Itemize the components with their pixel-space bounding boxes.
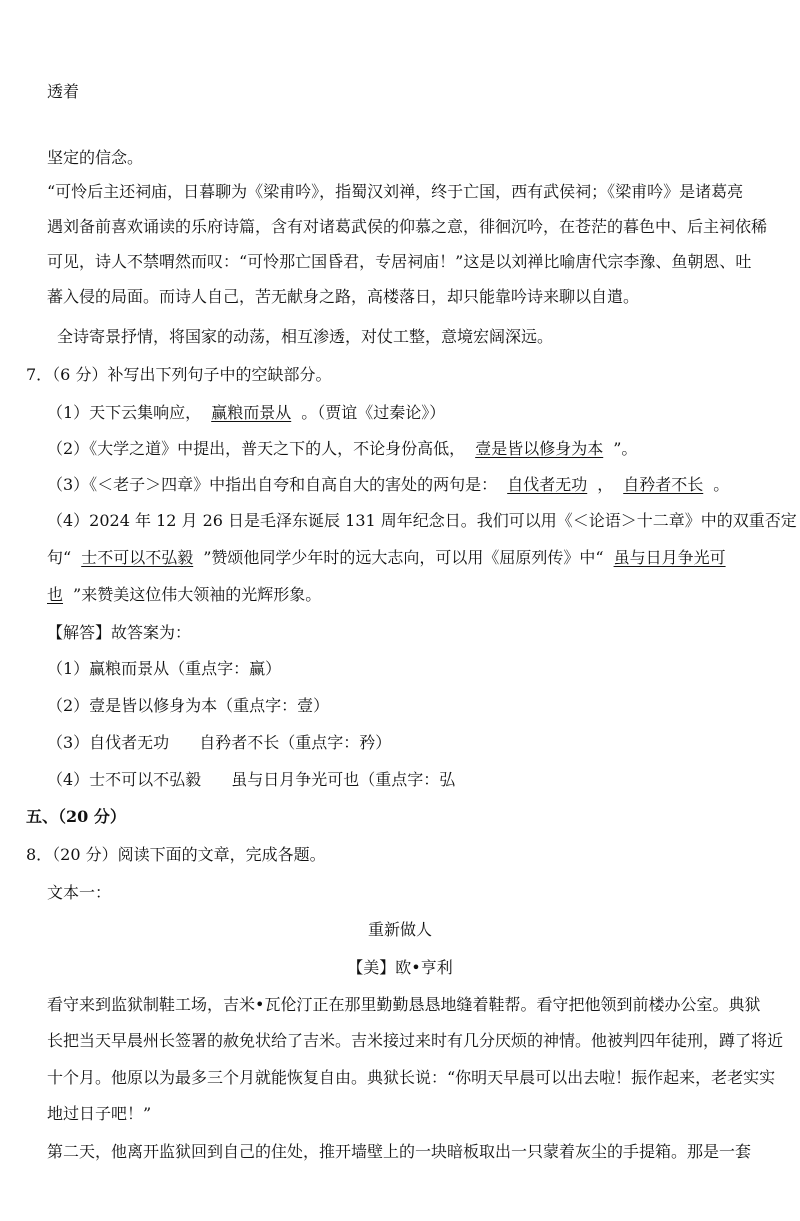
- article-paragraph-line: 看守来到监狱制鞋工场，吉米•瓦伦汀正在那里勤勤恳恳地缝着鞋帮。看守把他领到前楼办公室。典狱: [47, 995, 761, 1014]
- q7-item-4-answer-1: 士不可以不弘毅: [81, 548, 194, 567]
- q7-item-2-answer: 壹是皆以修身为本: [475, 439, 604, 458]
- article-paragraph-line: 第二天，他离开监狱回到自己的住处，推开墙壁上的一块暗板取出一只蒙着灰尘的手提箱。那是一套: [47, 1142, 752, 1161]
- q7-item-4-line-2: [47, 546, 736, 570]
- answer-3: [47, 731, 391, 755]
- q7-item-1-prefix: （1）天下云集响应，: [47, 403, 202, 422]
- q7-item-4-line-3: [47, 583, 321, 607]
- q7-item-4-answer-2-part-2: 也: [47, 585, 64, 604]
- q7-item-4-prefix: 句“: [47, 548, 72, 567]
- text-label: 文本一：: [47, 883, 112, 902]
- answer-1: （1）赢粮而景从（重点字：赢）: [47, 659, 282, 678]
- answer-3-part-1: （3）自伐者无功: [47, 733, 170, 752]
- question-8-stem: 8．（20 分）阅读下面的文章，完成各题。: [26, 845, 326, 864]
- question-7-stem: 7．（6 分）补写出下列句子中的空缺部分。: [26, 365, 332, 384]
- q7-item-1: [47, 401, 445, 425]
- q7-item-4-middle: ”赞颂他同学少年时的远大志向，可以用《屈原列传》中“: [203, 548, 604, 567]
- q7-item-2-prefix: （2）《大学之道》中提出，普天之下的人，不论身份高低，: [47, 439, 466, 458]
- analysis-text: 透着: [47, 82, 80, 101]
- q7-item-2: [47, 437, 637, 461]
- q7-item-3-comma: ，: [597, 475, 614, 494]
- analysis-paragraph-line: “可怜后主还祠庙，日暮聊为《梁甫吟》，指蜀汉刘禅，终于亡国，西有武侯祠；《梁甫吟》是诸葛亮: [47, 182, 744, 201]
- q7-item-1-suffix: 。（贾谊《过秦论》）: [301, 403, 446, 422]
- analysis-summary: 全诗寄景抒情，将国家的动荡，相互渗透，对仗工整，意境宏阔深远。: [57, 327, 554, 346]
- article-author: 【美】欧•亨利: [347, 958, 453, 977]
- analysis-paragraph-line: 蕃入侵的局面。而诗人自己，苦无献身之路，高楼落日，却只能靠吟诗来聊以自遣。: [47, 287, 640, 306]
- analysis-paragraph-line: 可见，诗人不禁喟然而叹：“可怜那亡国昏君，专居祠庙！”这是以刘禅比喻唐代宗李豫、鱼朝恩、吐: [47, 252, 752, 271]
- q7-item-4-line-1: （4）2024 年 12 月 26 日是毛泽东诞辰 131 周年纪念日。我们可以用《＜论语＞十二章》中的双重否定: [47, 511, 797, 530]
- answer-3-part-2: 自矜者不长（重点字：矜）: [199, 733, 392, 752]
- article-paragraph-line: 地过日子吧！”: [47, 1104, 152, 1123]
- article-paragraph-line: 长把当天早晨州长签署的赦免状给了吉米。吉米接过来时有几分厌烦的神情。他被判四年徒刑，蹲了将近: [47, 1031, 784, 1050]
- q7-item-3-prefix: （3）《＜老子＞四章》中指出自夸和自高自大的害处的两句是：: [47, 475, 498, 494]
- answer-4-part-1: （4）士不可以不弘毅: [47, 770, 202, 789]
- q7-item-4-answer-2-part-1: 虽与日月争光可: [613, 548, 726, 567]
- answer-4: [47, 768, 455, 792]
- q7-item-1-answer: 赢粮而景从: [211, 403, 292, 422]
- analysis-text: 坚定的信念。: [47, 148, 144, 167]
- section-5-heading: 五、（20 分）: [26, 807, 126, 826]
- q7-item-2-suffix: ”。: [613, 439, 638, 458]
- analysis-paragraph-line: 遇刘备前喜欢诵读的乐府诗篇，含有对诸葛武侯的仰慕之意，徘徊沉吟，在苍茫的暮色中、后主祠依稀: [47, 217, 768, 236]
- q7-item-3-answer-1: 自伐者无功: [507, 475, 588, 494]
- q7-item-3-suffix: 。: [713, 475, 730, 494]
- answer-heading: 【解答】故答案为：: [47, 623, 192, 642]
- article-title: 重新做人: [367, 920, 432, 939]
- answer-2: （2）壹是皆以修身为本（重点字：壹）: [47, 696, 330, 715]
- q7-item-3: [47, 473, 729, 497]
- q7-item-4-suffix: ”来赞美这位伟大领袖的光辉形象。: [73, 585, 322, 604]
- article-paragraph-line: 十个月。他原以为最多三个月就能恢复自由。典狱长说：“你明天早晨可以出去啦！振作起来，老老实实: [47, 1068, 776, 1087]
- answer-4-part-2: 虽与日月争光可也（重点字：弘: [231, 770, 456, 789]
- q7-item-3-answer-2: 自矜者不长: [623, 475, 704, 494]
